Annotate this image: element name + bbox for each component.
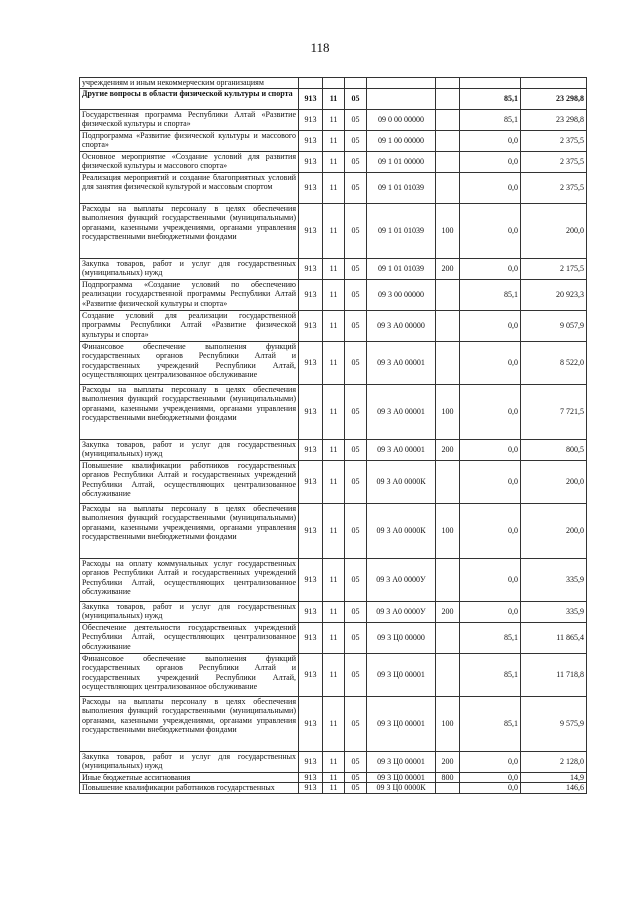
table-row xyxy=(80,783,587,794)
cell-amount-2: 800,5 xyxy=(521,439,587,460)
cell-admin-code: 913 xyxy=(299,258,323,279)
cell-subsection: 05 xyxy=(345,460,367,503)
cell-description: Повышение квалификации работников государственных органов Республики Алтай и государственных учреждений Республики Алтай, осуществляющих централизованное обслуживание xyxy=(80,460,299,503)
cell-expense-type xyxy=(436,341,460,384)
cell-section: 11 xyxy=(323,558,345,601)
cell-section: 11 xyxy=(323,460,345,503)
cell-section: 11 xyxy=(323,151,345,172)
cell-expense-type xyxy=(436,310,460,341)
cell-description: Обеспечение деятельности государственных учреждений Республики Алтай, осуществляющих централизованное обслуживание xyxy=(80,622,299,653)
cell-amount-1: 0,0 xyxy=(460,384,521,439)
cell-admin-code: 913 xyxy=(299,203,323,258)
cell-expense-type xyxy=(436,172,460,203)
cell-target-article: 09 3 А0 00001 xyxy=(367,439,436,460)
cell-amount-2: 200,0 xyxy=(521,460,587,503)
table-row xyxy=(80,622,587,653)
cell-expense-type xyxy=(436,88,460,109)
cell-subsection: 05 xyxy=(345,279,367,310)
cell-admin-code: 913 xyxy=(299,696,323,751)
table-row xyxy=(80,503,587,558)
cell-admin-code: 913 xyxy=(299,460,323,503)
cell-admin-code: 913 xyxy=(299,558,323,601)
cell-description: Государственная программа Республики Алтай «Развитие физической культуры и спорта» xyxy=(80,109,299,130)
cell-subsection: 05 xyxy=(345,751,367,772)
cell-target-article: 09 3 Ц0 00001 xyxy=(367,751,436,772)
cell-admin-code: 913 xyxy=(299,601,323,622)
cell-section: 11 xyxy=(323,783,345,794)
cell-amount-1: 85,1 xyxy=(460,109,521,130)
cell-expense-type xyxy=(436,558,460,601)
cell-target-article: 09 1 01 01039 xyxy=(367,258,436,279)
cell-amount-1: 0,0 xyxy=(460,172,521,203)
budget-table xyxy=(79,77,587,794)
cell-expense-type xyxy=(436,460,460,503)
cell-section: 11 xyxy=(323,341,345,384)
cell-admin-code: 913 xyxy=(299,279,323,310)
cell-expense-type xyxy=(436,151,460,172)
table-row xyxy=(80,696,587,751)
cell-expense-type: 800 xyxy=(436,772,460,783)
cell-expense-type xyxy=(436,783,460,794)
cell-admin-code: 913 xyxy=(299,503,323,558)
cell-target-article: 09 3 А0 0000У xyxy=(367,558,436,601)
cell-subsection: 05 xyxy=(345,172,367,203)
cell-admin-code: 913 xyxy=(299,172,323,203)
cell-description: Закупка товаров, работ и услуг для государственных (муниципальных) нужд xyxy=(80,601,299,622)
table-row xyxy=(80,751,587,772)
cell-amount-2 xyxy=(521,78,587,89)
cell-admin-code: 913 xyxy=(299,341,323,384)
cell-expense-type xyxy=(436,653,460,696)
cell-target-article: 09 1 01 01039 xyxy=(367,172,436,203)
cell-expense-type: 100 xyxy=(436,384,460,439)
cell-description: Финансовое обеспечение выполнения функций государственных органов Республики Алтай и государственных учреждений Республики Алтай, осуществляющих централизованное обслуживание xyxy=(80,653,299,696)
cell-description: Иные бюджетные ассигнования xyxy=(80,772,299,783)
cell-amount-2: 7 721,5 xyxy=(521,384,587,439)
cell-amount-1: 0,0 xyxy=(460,203,521,258)
cell-target-article: 09 3 А0 0000К xyxy=(367,503,436,558)
cell-amount-2: 23 298,8 xyxy=(521,88,587,109)
cell-amount-2: 9 057,9 xyxy=(521,310,587,341)
cell-subsection: 05 xyxy=(345,439,367,460)
cell-amount-2: 335,9 xyxy=(521,558,587,601)
cell-admin-code: 913 xyxy=(299,772,323,783)
table-row xyxy=(80,78,587,89)
cell-section: 11 xyxy=(323,653,345,696)
cell-amount-1: 0,0 xyxy=(460,460,521,503)
cell-amount-2: 2 375,5 xyxy=(521,172,587,203)
cell-amount-1: 0,0 xyxy=(460,751,521,772)
cell-subsection: 05 xyxy=(345,558,367,601)
cell-expense-type xyxy=(436,78,460,89)
cell-amount-2: 23 298,8 xyxy=(521,109,587,130)
cell-target-article: 09 3 Ц0 00001 xyxy=(367,696,436,751)
table-row xyxy=(80,558,587,601)
cell-target-article: 09 1 00 00000 xyxy=(367,130,436,151)
cell-amount-2: 200,0 xyxy=(521,203,587,258)
cell-section: 11 xyxy=(323,88,345,109)
cell-amount-2: 9 575,9 xyxy=(521,696,587,751)
cell-subsection: 05 xyxy=(345,109,367,130)
cell-description: учреждениям и иным некоммерческим организациям xyxy=(80,78,299,89)
cell-subsection: 05 xyxy=(345,151,367,172)
cell-amount-1: 85,1 xyxy=(460,696,521,751)
table-row xyxy=(80,439,587,460)
cell-subsection: 05 xyxy=(345,88,367,109)
cell-subsection: 05 xyxy=(345,258,367,279)
cell-description: Другие вопросы в области физической культуры и спорта xyxy=(80,88,299,109)
cell-admin-code: 913 xyxy=(299,439,323,460)
table-row xyxy=(80,601,587,622)
cell-amount-1: 0,0 xyxy=(460,151,521,172)
cell-amount-2: 200,0 xyxy=(521,503,587,558)
table-row xyxy=(80,151,587,172)
cell-amount-1: 85,1 xyxy=(460,88,521,109)
cell-target-article: 09 1 01 01039 xyxy=(367,203,436,258)
cell-expense-type xyxy=(436,109,460,130)
cell-amount-2: 14,9 xyxy=(521,772,587,783)
table-row xyxy=(80,460,587,503)
cell-section: 11 xyxy=(323,696,345,751)
cell-section: 11 xyxy=(323,279,345,310)
cell-section: 11 xyxy=(323,601,345,622)
cell-admin-code: 913 xyxy=(299,88,323,109)
cell-subsection: 05 xyxy=(345,341,367,384)
cell-expense-type xyxy=(436,622,460,653)
table-row xyxy=(80,653,587,696)
cell-description: Расходы на выплаты персоналу в целях обеспечения выполнения функций государственными (муниципальными) органами, казенными учреждениями, органами управления государственными внебюджетными фондами xyxy=(80,696,299,751)
cell-admin-code: 913 xyxy=(299,130,323,151)
cell-description: Расходы на выплаты персоналу в целях обеспечения выполнения функций государственными (муниципальными) органами, казенными учреждениями, органами управления государственными внебюджетными фондами xyxy=(80,503,299,558)
cell-section: 11 xyxy=(323,130,345,151)
cell-description: Подпрограмма «Развитие физической культуры и массового спорта» xyxy=(80,130,299,151)
cell-amount-1 xyxy=(460,78,521,89)
cell-amount-1: 0,0 xyxy=(460,558,521,601)
cell-description: Закупка товаров, работ и услуг для государственных (муниципальных) нужд xyxy=(80,751,299,772)
cell-amount-1: 0,0 xyxy=(460,783,521,794)
cell-description: Закупка товаров, работ и услуг для государственных (муниципальных) нужд xyxy=(80,439,299,460)
cell-section: 11 xyxy=(323,203,345,258)
cell-section: 11 xyxy=(323,772,345,783)
cell-admin-code: 913 xyxy=(299,310,323,341)
cell-amount-1: 0,0 xyxy=(460,601,521,622)
cell-section: 11 xyxy=(323,310,345,341)
cell-description: Закупка товаров, работ и услуг для государственных (муниципальных) нужд xyxy=(80,258,299,279)
cell-expense-type xyxy=(436,279,460,310)
cell-amount-2: 146,6 xyxy=(521,783,587,794)
cell-target-article: 09 0 00 00000 xyxy=(367,109,436,130)
cell-expense-type: 100 xyxy=(436,503,460,558)
cell-amount-1: 0,0 xyxy=(460,772,521,783)
cell-target-article: 09 3 А0 00000 xyxy=(367,310,436,341)
cell-expense-type: 100 xyxy=(436,696,460,751)
table-row xyxy=(80,310,587,341)
cell-subsection: 05 xyxy=(345,310,367,341)
cell-description: Финансовое обеспечение выполнения функций государственных органов Республики Алтай и государственных учреждений Республики Алтай, осуществляющих централизованное обслуживание xyxy=(80,341,299,384)
page-number: 118 xyxy=(310,40,330,55)
cell-target-article: 09 3 А0 00001 xyxy=(367,341,436,384)
table-row xyxy=(80,279,587,310)
cell-amount-2: 2 375,5 xyxy=(521,130,587,151)
cell-amount-2: 11 865,4 xyxy=(521,622,587,653)
cell-section: 11 xyxy=(323,109,345,130)
cell-amount-2: 335,9 xyxy=(521,601,587,622)
cell-amount-1: 0,0 xyxy=(460,341,521,384)
cell-amount-1: 0,0 xyxy=(460,310,521,341)
cell-section: 11 xyxy=(323,172,345,203)
cell-amount-2: 2 175,5 xyxy=(521,258,587,279)
cell-description: Подпрограмма «Создание условий по обеспечению реализации государственной программы Республики Алтай «Развитие физической культуры и спорта» xyxy=(80,279,299,310)
cell-description: Расходы на выплаты персоналу в целях обеспечения выполнения функций государственными (муниципальными) органами, казенными учреждениями, органами управления государственными внебюджетными фондами xyxy=(80,384,299,439)
table-row xyxy=(80,258,587,279)
table-row xyxy=(80,341,587,384)
cell-subsection: 05 xyxy=(345,203,367,258)
cell-target-article xyxy=(367,88,436,109)
cell-admin-code: 913 xyxy=(299,151,323,172)
cell-section: 11 xyxy=(323,751,345,772)
cell-subsection: 05 xyxy=(345,696,367,751)
cell-expense-type: 200 xyxy=(436,439,460,460)
cell-amount-1: 0,0 xyxy=(460,439,521,460)
cell-subsection: 05 xyxy=(345,772,367,783)
cell-description: Создание условий для реализации государственной программы Республики Алтай «Развитие физической культуры и спорта» xyxy=(80,310,299,341)
cell-subsection: 05 xyxy=(345,503,367,558)
cell-subsection: 05 xyxy=(345,130,367,151)
cell-amount-1: 85,1 xyxy=(460,279,521,310)
cell-amount-1: 0,0 xyxy=(460,130,521,151)
cell-target-article: 09 3 А0 0000К xyxy=(367,460,436,503)
cell-amount-1: 0,0 xyxy=(460,503,521,558)
cell-description: Расходы на выплаты персоналу в целях обеспечения выполнения функций государственными (муниципальными) органами, казенными учреждениями, органами управления государственными внебюджетными фондами xyxy=(80,203,299,258)
cell-section: 11 xyxy=(323,503,345,558)
cell-admin-code: 913 xyxy=(299,384,323,439)
cell-target-article: 09 3 Ц0 00000 xyxy=(367,622,436,653)
cell-admin-code: 913 xyxy=(299,751,323,772)
cell-target-article: 09 1 01 00000 xyxy=(367,151,436,172)
cell-admin-code: 913 xyxy=(299,783,323,794)
cell-amount-1: 85,1 xyxy=(460,653,521,696)
cell-description: Реализация мероприятий и создание благоприятных условий для занятия физической культурой и массовым спортом xyxy=(80,172,299,203)
cell-subsection: 05 xyxy=(345,384,367,439)
cell-amount-2: 2 375,5 xyxy=(521,151,587,172)
cell-admin-code xyxy=(299,78,323,89)
table-row xyxy=(80,109,587,130)
cell-section: 11 xyxy=(323,384,345,439)
cell-description: Расходы на оплату коммунальных услуг государственных органов Республики Алтай и государственных учреждений Республики Алтай, осуществляющих централизованное обслуживание xyxy=(80,558,299,601)
cell-expense-type: 200 xyxy=(436,601,460,622)
table-row xyxy=(80,772,587,783)
table-row xyxy=(80,88,587,109)
cell-amount-1: 85,1 xyxy=(460,622,521,653)
cell-expense-type: 200 xyxy=(436,751,460,772)
cell-section xyxy=(323,78,345,89)
cell-admin-code: 913 xyxy=(299,109,323,130)
cell-admin-code: 913 xyxy=(299,653,323,696)
cell-amount-2: 8 522,0 xyxy=(521,341,587,384)
cell-expense-type xyxy=(436,130,460,151)
cell-section: 11 xyxy=(323,622,345,653)
table-row xyxy=(80,172,587,203)
cell-description: Повышение квалификации работников государственных xyxy=(80,783,299,794)
cell-target-article: 09 3 Ц0 0000К xyxy=(367,783,436,794)
cell-target-article xyxy=(367,78,436,89)
cell-target-article: 09 3 Ц0 00001 xyxy=(367,653,436,696)
cell-expense-type: 100 xyxy=(436,203,460,258)
table-row xyxy=(80,384,587,439)
cell-target-article: 09 3 А0 00001 xyxy=(367,384,436,439)
cell-admin-code: 913 xyxy=(299,622,323,653)
table-body xyxy=(80,78,587,794)
cell-section: 11 xyxy=(323,439,345,460)
cell-subsection: 05 xyxy=(345,653,367,696)
cell-subsection: 05 xyxy=(345,601,367,622)
cell-target-article: 09 3 00 00000 xyxy=(367,279,436,310)
table-row xyxy=(80,130,587,151)
cell-amount-2: 20 923,3 xyxy=(521,279,587,310)
cell-subsection xyxy=(345,78,367,89)
cell-subsection: 05 xyxy=(345,783,367,794)
cell-expense-type: 200 xyxy=(436,258,460,279)
table-row xyxy=(80,203,587,258)
cell-target-article: 09 3 Ц0 00001 xyxy=(367,772,436,783)
cell-section: 11 xyxy=(323,258,345,279)
cell-amount-2: 2 128,0 xyxy=(521,751,587,772)
cell-amount-2: 11 718,8 xyxy=(521,653,587,696)
cell-target-article: 09 3 А0 0000У xyxy=(367,601,436,622)
cell-subsection: 05 xyxy=(345,622,367,653)
cell-amount-1: 0,0 xyxy=(460,258,521,279)
cell-description: Основное мероприятие «Создание условий для развития физической культуры и массового спорта» xyxy=(80,151,299,172)
